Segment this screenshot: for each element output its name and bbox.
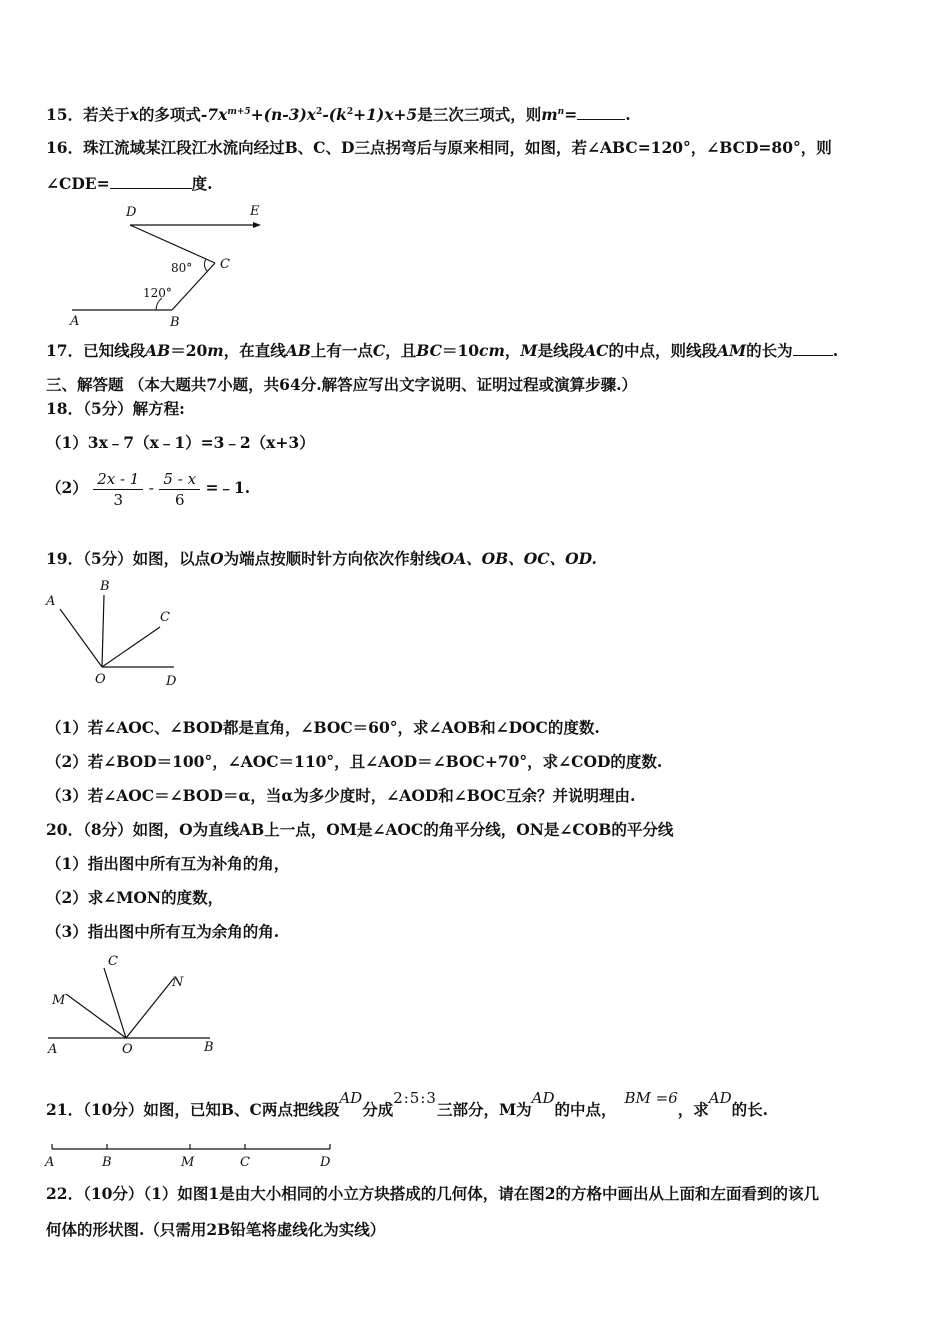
label-o: O bbox=[95, 672, 106, 687]
question-18-part1: （1）3x﹣7（x﹣1）=3﹣2（x+3） bbox=[46, 433, 315, 452]
label-b: B bbox=[102, 1155, 112, 1170]
question-20-part3: （3）指出图中所有互为余角的角. bbox=[46, 922, 280, 941]
label-n: N bbox=[172, 975, 184, 990]
question-20-title: 20．（8分）如图，O为直线AB上一点，OM是∠AOC的角平分线，ON是∠COB的平分线 bbox=[46, 820, 674, 839]
angle-label-120: 120° bbox=[143, 286, 172, 300]
question-22-line1: 22．（10分）（1）如图1是由大小相同的小立方块搭成的几何体，请在图2的方格中画出从上面和左面看到的该几 bbox=[46, 1184, 819, 1203]
label-e: E bbox=[250, 204, 260, 219]
question-19-part2: （2）若∠BOD＝100°，∠AOC＝110°，且∠AOD＝∠BOC+70°，求∠COD的度数. bbox=[46, 752, 663, 771]
ray-on bbox=[126, 978, 174, 1038]
angle-arc-bcd bbox=[204, 259, 207, 271]
q20-bisector-figure bbox=[40, 950, 230, 1060]
q21-segment-figure bbox=[40, 1140, 340, 1172]
question-21: 21．（10分）如图，已知B、C两点把线段AD分成2:5:3三部分，M为AD的中点，BM =6，求AD的长. bbox=[46, 1089, 769, 1119]
question-16-line2: ∠CDE= 度. bbox=[46, 174, 213, 193]
label-a: A bbox=[46, 594, 56, 609]
question-19-title: 19．（5分）如图，以点O为端点按顺时针方向依次作射线OA、OB、OC、OD. bbox=[46, 549, 597, 568]
question-22-line2: 何体的形状图.（只需用2B铅笔将虚线化为实线） bbox=[46, 1220, 386, 1239]
question-18-title: 18．（5分）解方程: bbox=[46, 399, 185, 418]
q19-rays-figure bbox=[40, 575, 190, 690]
answer-blank bbox=[577, 119, 625, 120]
question-15: 15．若关于x的多项式$-7x^{m+5}+(n-3)x^2-(k^2+1)x+5$是三次三项式，则$m^n=$ . bbox=[46, 105, 631, 125]
label-b: B bbox=[170, 315, 180, 330]
question-19-part3: （3）若∠AOC＝∠BOD＝α，当α为多少度时，∠AOD和∠BOC互余？并说明理由. bbox=[46, 786, 636, 805]
label-a: A bbox=[45, 1155, 55, 1170]
label-c: C bbox=[220, 257, 230, 272]
fraction-2: $\frac{5 - x}{6}$ bbox=[159, 469, 200, 510]
question-17: 17．已知线段AB＝20m，在直线AB上有一点C，且BC＝10cm，M是线段AC的中点，则线段AM的长为 . bbox=[46, 341, 839, 360]
question-20-part2: （2）求∠MON的度数， bbox=[46, 888, 224, 907]
label-b: B bbox=[204, 1040, 214, 1055]
question-20-part1: （1）指出图中所有互为补角的角， bbox=[46, 854, 290, 873]
answer-blank bbox=[110, 188, 192, 189]
arrow-head-e bbox=[253, 222, 261, 228]
label-d: D bbox=[126, 205, 137, 220]
ray-om bbox=[66, 994, 126, 1038]
ray-oc bbox=[104, 968, 126, 1038]
label-m: M bbox=[181, 1155, 195, 1170]
label-d: D bbox=[166, 674, 177, 689]
label-c: C bbox=[108, 954, 118, 969]
label-d: D bbox=[320, 1155, 331, 1170]
label-o: O bbox=[122, 1042, 133, 1057]
label-m: M bbox=[52, 993, 66, 1008]
label-a: A bbox=[48, 1042, 58, 1057]
fraction-1: $\frac{2x - 1}{3}$ bbox=[93, 469, 143, 510]
label-c: C bbox=[240, 1155, 250, 1170]
angle-label-80: 80° bbox=[171, 261, 193, 275]
question-19-part1: （1）若∠AOC、∠BOD都是直角，∠BOC＝60°，求∠AOB和∠DOC的度数. bbox=[46, 718, 600, 737]
answer-blank bbox=[793, 355, 833, 356]
q16-river-figure bbox=[60, 198, 280, 333]
question-18-part2: （2） $\frac{2x - 1}{3}$ - $\frac{5 - x}{6}$ =﹣1. bbox=[46, 469, 251, 509]
label-c: C bbox=[160, 610, 170, 625]
ray-oc bbox=[102, 627, 160, 667]
ray-oa bbox=[60, 609, 102, 667]
ray-ob bbox=[102, 595, 104, 667]
section-3-heading: 三、解答题 （本大题共7小题，共64分.解答应写出文字说明、证明过程或演算步骤.） bbox=[46, 375, 638, 394]
label-a: A bbox=[70, 314, 80, 329]
segment-dc bbox=[130, 225, 215, 263]
question-16-line1: 16．珠江流域某江段江水流向经过B、C、D三点拐弯后与原来相同，如图，若∠ABC=120°，∠BCD=80°，则 bbox=[46, 138, 832, 157]
label-b: B bbox=[100, 579, 110, 594]
